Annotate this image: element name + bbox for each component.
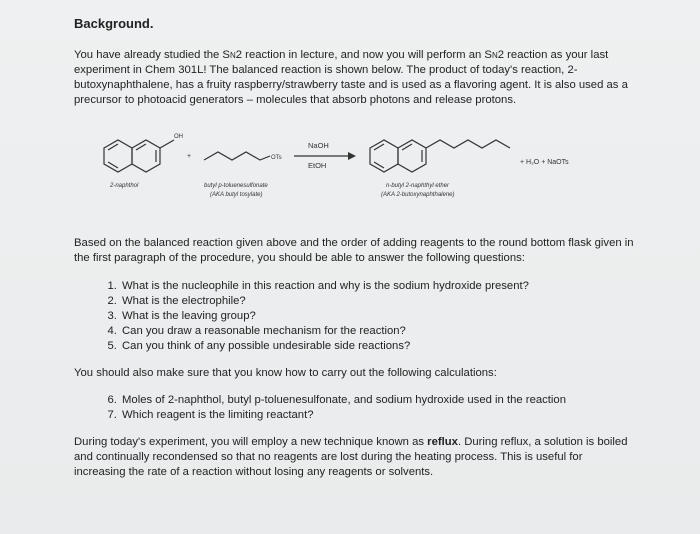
tosylate-structure: [204, 152, 270, 160]
reagent-etoh: EtOH: [308, 161, 327, 170]
reflux-text-2: . During reflux, a solution is boiled and continually recondensed so that no reagents are lost during the heating process. This is useful for increasing the rate of a reaction without losing any reagents or solvents.: [74, 436, 628, 478]
calculation-item: 6. Moles of 2-naphthol, butyl p-toluenesulfonate, and sodium hydroxide used in the reaction: [120, 393, 566, 408]
reflux-term: reflux: [427, 436, 458, 448]
question-list: [74, 279, 529, 354]
reaction-scheme: [90, 126, 650, 218]
intro-subscript-2: N: [491, 51, 498, 60]
question-item: 1. What is the nucleophile in this reaction and why is the sodium hydroxide present?: [120, 279, 529, 294]
product-name-2: (AKA 2-butoxynaphthalene): [381, 192, 455, 198]
intro-text-3: 2 reaction as your last experiment in Chem 301L! The balanced reaction is shown below. The product of today's reaction, 2-butoxynaphthalene, has a fruity raspberry/strawberry taste and is used as a flavoring agent. It is also used as a precursor to photoacid generators – molecules that absorb photons and release protons.: [74, 49, 628, 106]
tosylate-name-2: (AKA butyl tosylate): [210, 192, 263, 198]
product-structure: [370, 140, 510, 172]
tosylate-name-1: butyl p-toluenesulfonate: [204, 183, 268, 189]
naphthol-name: 2-naphthol: [110, 183, 139, 189]
naphthol-structure: [104, 140, 174, 172]
product-name-1: n-butyl 2-naphthyl ether: [386, 183, 450, 189]
intro-text-2: 2 reaction in lecture, and now you will perform an S: [235, 49, 492, 61]
reflux-paragraph: [74, 435, 634, 480]
question-item: 2. What is the electrophile?: [120, 294, 529, 309]
ots-label: OTs: [271, 155, 282, 161]
section-heading: Background.: [74, 16, 154, 31]
calculation-item: 7. Which reagent is the limiting reactant?: [120, 408, 566, 423]
question-item: 3. What is the leaving group?: [120, 309, 529, 324]
intro-subscript-1: N: [229, 51, 236, 60]
intro-text-1: You have already studied the S: [74, 49, 230, 61]
byproducts: + H₂O + NaOTs: [520, 159, 569, 166]
question-item: 4. Can you draw a reasonable mechanism for the reaction?: [120, 324, 529, 339]
reflux-text-1: During today's experiment, you will employ a new technique known as: [74, 436, 428, 448]
oh-label: OH: [174, 134, 183, 140]
question-item: 5. Can you think of any possible undesirable side reactions?: [120, 339, 529, 354]
intro-paragraph: [74, 48, 634, 108]
question-intro: Based on the balanced reaction given above and the order of adding reagents to the round bottom flask given in the first paragraph of the procedure, you should be able to answer the following questions:: [74, 237, 634, 264]
plus-sign: +: [187, 153, 192, 160]
calculation-list: [74, 393, 566, 423]
arrow-head: [348, 152, 356, 160]
reagent-naoh: NaOH: [308, 141, 329, 150]
calc-intro: You should also make sure that you know how to carry out the following calculations:: [74, 367, 497, 379]
